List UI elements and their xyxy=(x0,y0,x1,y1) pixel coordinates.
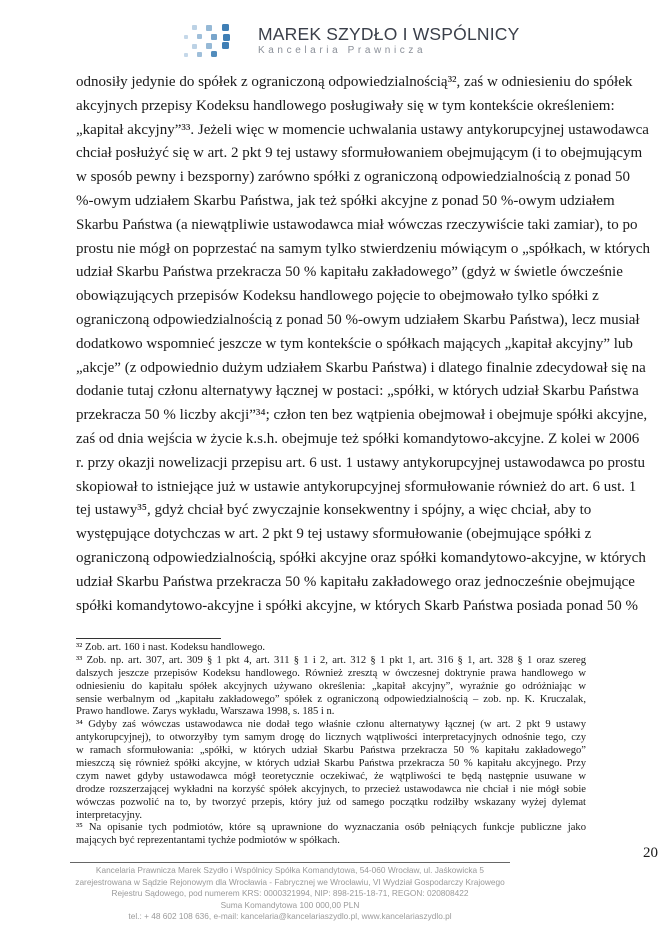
firm-name: MAREK SZYDŁO I WSPÓLNICY xyxy=(258,24,520,44)
footnote-separator xyxy=(76,638,221,639)
footnote-line: ³⁵ Na opisanie tych podmiotów, które są uprawnione do wyznaczania osób pełniących funkcje publiczne jako xyxy=(76,822,586,834)
footnote-line: sensie werbalnym od „kapitału zakładowego” spółek z ograniczoną odpowiedzialnością – zob. np. K. Kruczalak, xyxy=(76,693,586,705)
footer-line: tel.: + 48 602 108 636, e-mail: kancelaria@kancelariaszydlo.pl, www.kancelariaszydlo.pl xyxy=(128,911,452,921)
body-line: zaś od dnia wejścia w życie k.s.h. obejmuje też spółki komandytowo-akcyjne. Z kolei w 2006 xyxy=(76,430,640,447)
body-line: „kapitał akcyjny”³³. Jeżeli więc w momencie uchwalania ustawy antykorupcyjnej ustawodawca xyxy=(76,121,649,138)
body-line: tej ustawy³⁵, gdyż chciał być zwyczajnie konsekwentny i spójny, a więc chciał, aby to xyxy=(76,502,592,519)
footnote-line: dalszych jeszcze przepisów Kodeksu handlowego. Również zresztą w ówczesnej doktrynie prawa handlowego w xyxy=(76,667,586,679)
footnote-line: ³⁴ Gdyby zaś wówczas ustawodawca nie dodał tego właśnie członu alternatywy łącznej (w art. 2 pkt 9 ustawy xyxy=(76,719,586,731)
body-line: obowiązujących przepisów Kodeksu handlowego pojęcie to obejmowało tylko spółki z xyxy=(76,288,599,305)
body-line: r. przy okazji nowelizacji przepisu art. 6 ust. 1 ustawy antykorupcyjnej ustawodawca po prostu xyxy=(76,454,646,471)
footnote-line: Prawo handlowe. Zarys wykładu, Warszawa 1998, s. 185 i n. xyxy=(76,706,335,718)
firm-header xyxy=(258,24,520,56)
body-line: dodanie tutaj członu alternatywy łącznej w postaci: „spółki, w których udział Skarbu Państwa xyxy=(76,383,639,400)
footnote-line: ³² Zob. art. 160 i nast. Kodeksu handlowego. xyxy=(76,642,266,653)
body-line: udział Skarbu Państwa przekracza 50 % kapitału zakładowego” (gdyż w świetle ówcześnie xyxy=(76,264,623,281)
footer-divider xyxy=(70,862,510,863)
body-line: „akcje” (z odpowiednio dużym udziałem Skarbu Państwa) i dlatego finalnie zdecydował się na xyxy=(76,359,646,376)
footnote-line: czym nawet gdyby ustawodawca mógł teoretycznie oczekiwać, że wątpliwości te będą następnie usuwane w xyxy=(76,770,586,782)
body-line: skopiował to istniejące już w ustawie antykorupcyjnej sformułowanie również do art. 6 ust. 1 xyxy=(76,478,637,495)
footer-line: zarejestrowana w Sądzie Rejonowym dla Wrocławia - Fabrycznej we Wrocławiu, VI Wydział Gospodarczy Krajowego xyxy=(75,876,505,887)
body-line: dodatkowo wspomnieć jeszcze w tym kontekście o spółkach mających „kapitał akcyjny” lub xyxy=(76,335,633,352)
firm-subtitle: Kancelaria Prawnicza xyxy=(258,45,427,56)
body-text xyxy=(76,71,651,618)
body-line: %-owym udziałem Skarbu Państwa, jak też spółki akcyjne z ponad 50 %-owym udziałem xyxy=(76,192,615,209)
footnote-line: antykorupcyjnej), to otworzyłby tym samym drogę do licznych wątpliwości interpretacyjnych odnośnie tego, czy xyxy=(76,732,586,744)
footer-line: Rejestru Sądowego, pod numerem KRS: 0000321994, NIP: 898-215-18-71, REGON: 020808422 xyxy=(111,888,469,898)
body-line: Skarbu Państwa (a niewątpliwie ustawodawca miał wówczas rzeczywiście taki zamiar), to po xyxy=(76,216,638,233)
body-line: przekracza 50 % liczby akcji”³⁴; człon ten bez wątpienia obejmował i obejmuje spółki akcyjne, xyxy=(76,407,648,424)
firm-logo-icon xyxy=(180,20,255,60)
body-line: odnosiły jedynie do spółek z ograniczoną odpowiedzialnością³², zaś w odniesieniu do spółek xyxy=(76,74,633,90)
footer-line: Kancelaria Prawnicza Marek Szydło i Wspólnicy Spółka Komandytowa, 54-060 Wrocław, ul. Jaśkowicka 5 xyxy=(95,865,485,875)
body-line: akcyjnych przepisy Kodeksu handlowego posługiwały się w tym kontekście określeniem: xyxy=(76,97,615,114)
body-line: ograniczoną odpowiedzialnością z ponad 50 %-owym udziałem Skarbu Państwa), lecz musiał xyxy=(76,311,640,328)
body-line: chciał posłużyć się w art. 2 pkt 9 tej ustawy sformułowaniem obejmującym (i to obejmującym xyxy=(76,145,643,162)
body-line: ograniczoną odpowiedzialnością, spółki akcyjne oraz spółki komandytowo-akcyjne, w których xyxy=(76,549,646,566)
body-line: udział Skarbu Państwa przekracza 50 % kapitału zakładowego oraz jednocześnie obejmujące xyxy=(76,573,635,590)
footnote-line: odniesieniu do kapitału spółek akcyjnych używano określenia: „kapitał akcyjny”, wyraźnie go odróżniając w xyxy=(76,680,586,692)
body-line: występujące dotychczas w art. 2 pkt 9 tej ustawy sformułowanie (obejmujące spółki z xyxy=(76,526,592,543)
page-number: 20 xyxy=(643,845,658,861)
footnotes xyxy=(76,642,586,848)
footnote-line: w ramach sformułowania: „spółki, w których udział Skarbu Państwa przekracza 50 % kapitału zakładowego” xyxy=(76,745,586,757)
footer xyxy=(60,865,520,923)
footnote-line: wówczas pozwolić na to, by tworzyć przepis, który już od samego początku rodziłby wskazany wyżej dylemat xyxy=(76,796,586,808)
body-line: spółki komandytowo-akcyjne i spółki akcyjne, w których Skarb Państwa posiada ponad 50 % xyxy=(76,597,638,614)
body-line: w sposób pewny i bezsporny) zarówno spółki z ograniczoną odpowiedzialnością z ponad 50 xyxy=(76,169,631,186)
footnote-line: mieszczą się również spółki akcyjne, w których udział Skarbu Państwa przekracza 50 % kapitału akcyjnego. Przy xyxy=(76,758,586,770)
footer-line: Suma Komandytowa 100 000,00 PLN xyxy=(220,899,360,910)
footnote-line: ³³ Zob. np. art. 307, art. 309 § 1 pkt 4, art. 311 § 1 i 2, art. 312 § 1 pkt 1, art. 316 § 1, art. 328 § 1 oraz szereg xyxy=(76,654,586,666)
footnote-line: drodze rozszerzającej wykładni na korzyść spółek akcyjnych, to przecież ustawodawca nie chciał i nie mógł sobie xyxy=(76,783,586,795)
footnote-line: interpretacyjny. xyxy=(76,809,143,821)
body-line: prostu nie mógł on poprzestać na samym tylko stwierdzeniu mówiącym o „spółkach, w których xyxy=(76,240,651,257)
footnote-line: mających być reprezentantami tychże podmiotów w spółkach. xyxy=(76,835,340,847)
